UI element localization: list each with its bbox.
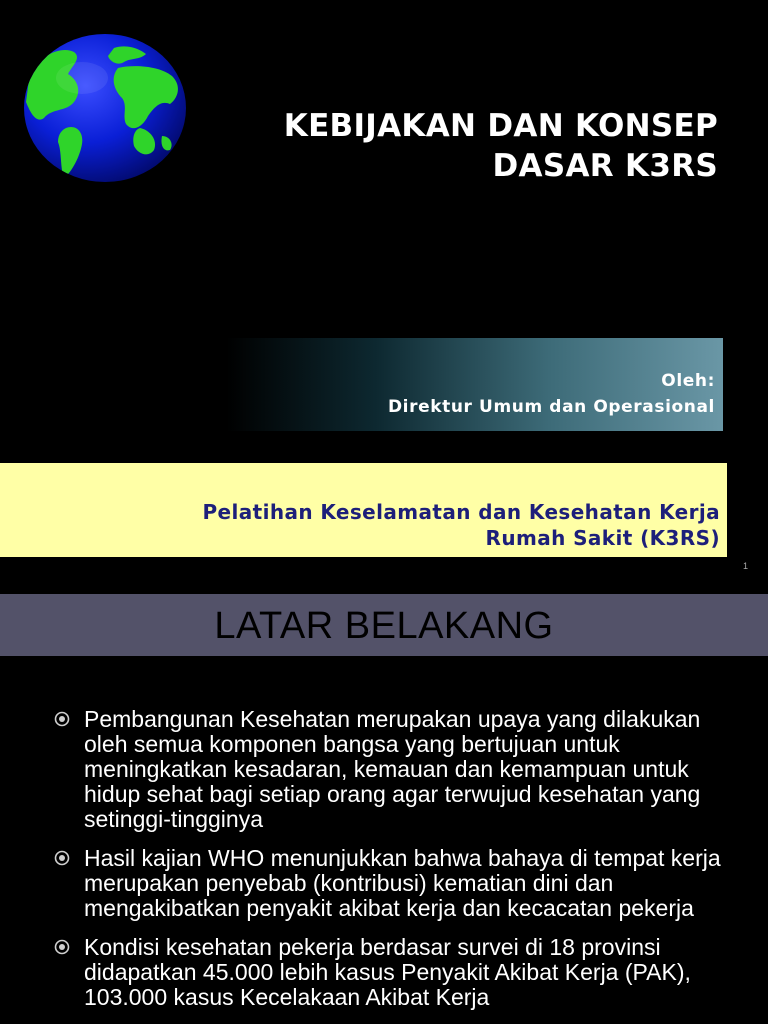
slide-number: 1 <box>742 561 748 571</box>
author-name: Direktur Umum dan Operasional <box>387 397 715 417</box>
list-item <box>0 935 768 1010</box>
circled-dot-bullet-icon <box>54 939 70 955</box>
title-line-1: KEBIJAKAN DAN KONSEP <box>283 108 718 144</box>
bullet-text: Kondisi kesehatan pekerja berdasar survei di 18 provinsi didapatkan 45.000 lebih kasus Penyakit Akibat Kerja (PAK), 103.000 kasus Kecelakaan Akibat Kerja <box>84 934 691 1010</box>
globe-icon <box>22 32 188 184</box>
subtitle-box <box>0 463 727 557</box>
circled-dot-bullet-icon <box>54 711 70 727</box>
list-item <box>0 846 768 921</box>
circled-dot-bullet-icon <box>54 850 70 866</box>
bullet-list <box>0 707 768 1024</box>
subtitle-line-1: Pelatihan Keselamatan dan Kesehatan Kerja <box>202 500 720 524</box>
content-slide <box>0 594 768 1024</box>
author-block <box>388 368 715 420</box>
bullet-text: Hasil kajian WHO menunjukkan bahwa bahaya di tempat kerja merupakan penyebab (kontribusi) kematian dini dan mengakibatkan penyakit akibat kerja dan kecacatan pekerja <box>84 845 721 921</box>
title-line-2: DASAR K3RS <box>492 148 718 184</box>
list-item <box>0 707 768 832</box>
subtitle-line-2: Rumah Sakit (K3RS) <box>485 526 720 550</box>
author-label: Oleh: <box>661 371 715 391</box>
bullet-text: Pembangunan Kesehatan merupakan upaya yang dilakukan oleh semua komponen bangsa yang bertujuan untuk meningkatkan kesadaran, kemauan dan kemampuan untuk hidup sehat bagi setiap orang agar terwujud kesehatan yang setinggi-tingginya <box>84 706 701 832</box>
slide-heading: LATAR BELAKANG <box>214 605 554 647</box>
heading-bar <box>0 594 768 656</box>
presentation-title <box>284 106 718 186</box>
author-band <box>226 338 723 431</box>
subtitle <box>202 499 720 551</box>
